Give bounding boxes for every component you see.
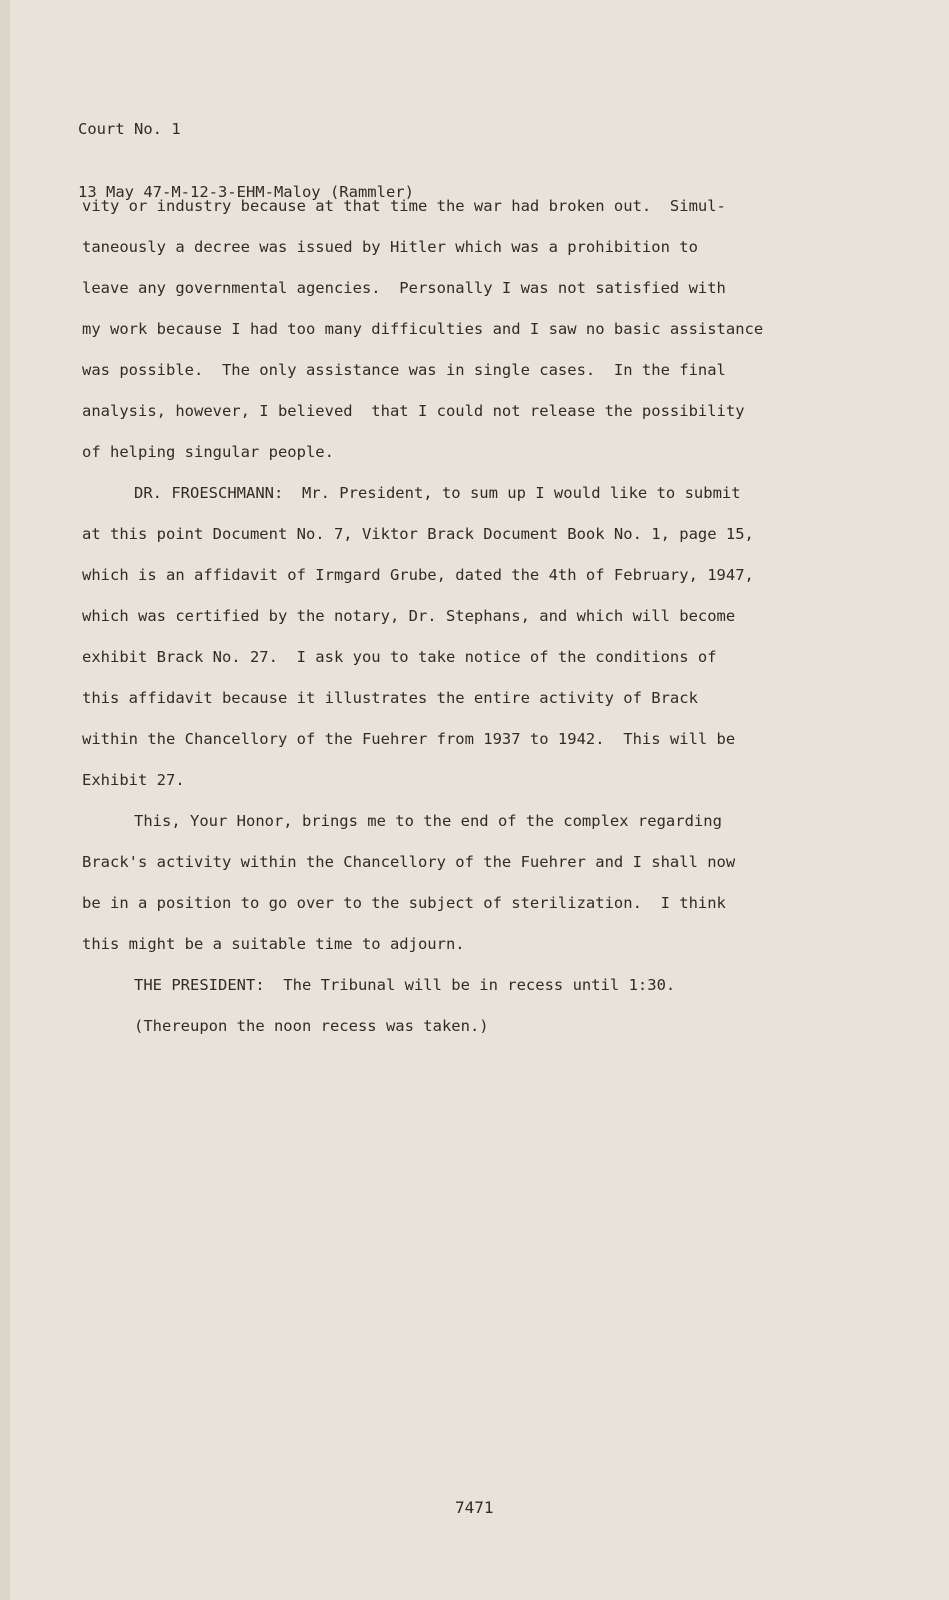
- transcript-line: vity or industry because at that time the war had broken out. Simul-: [82, 197, 726, 215]
- transcript-line: was possible. The only assistance was in single cases. In the final: [82, 361, 726, 379]
- page-number: 7471: [455, 1498, 494, 1517]
- transcript-line: DR. FROESCHMANN: Mr. President, to sum up I would like to submit: [134, 484, 741, 502]
- transcript-line: This, Your Honor, brings me to the end of the complex regarding: [134, 812, 722, 830]
- transcript-body: [82, 186, 862, 1047]
- transcript-line: my work because I had too many difficulties and I saw no basic assistance: [82, 320, 764, 338]
- transcript-line: analysis, however, I believed that I could not release the possibility: [82, 402, 745, 420]
- page-edge-shadow: [0, 0, 10, 1600]
- transcript-line: taneously a decree was issued by Hitler which was a prohibition to: [82, 238, 698, 256]
- transcript-line: this affidavit because it illustrates the entire activity of Brack: [82, 689, 698, 707]
- transcript-line: be in a position to go over to the subject of sterilization. I think: [82, 894, 726, 912]
- transcript-line: Exhibit 27.: [82, 771, 185, 789]
- transcript-line: within the Chancellory of the Fuehrer from 1937 to 1942. This will be: [82, 730, 736, 748]
- transcript-line: which was certified by the notary, Dr. Stephans, and which will become: [82, 607, 736, 625]
- transcript-line: (Thereupon the noon recess was taken.): [134, 1017, 489, 1035]
- transcript-line: this might be a suitable time to adjourn.: [82, 935, 465, 953]
- transcript-line: exhibit Brack No. 27. I ask you to take notice of the conditions of: [82, 648, 717, 666]
- transcript-line: THE PRESIDENT: The Tribunal will be in recess until 1:30.: [134, 976, 676, 994]
- session-label: 13 May 47-M-12-3-EHM-Maloy (Rammler): [78, 183, 414, 201]
- court-label: Court No. 1: [78, 120, 181, 138]
- transcript-line: of helping singular people.: [82, 443, 334, 461]
- transcript-line: Brack's activity within the Chancellory of the Fuehrer and I shall now: [82, 853, 736, 871]
- transcript-line: at this point Document No. 7, Viktor Brack Document Book No. 1, page 15,: [82, 525, 754, 543]
- transcript-line: leave any governmental agencies. Personally I was not satisfied with: [82, 279, 726, 297]
- transcript-line: which is an affidavit of Irmgard Grube, dated the 4th of February, 1947,: [82, 566, 754, 584]
